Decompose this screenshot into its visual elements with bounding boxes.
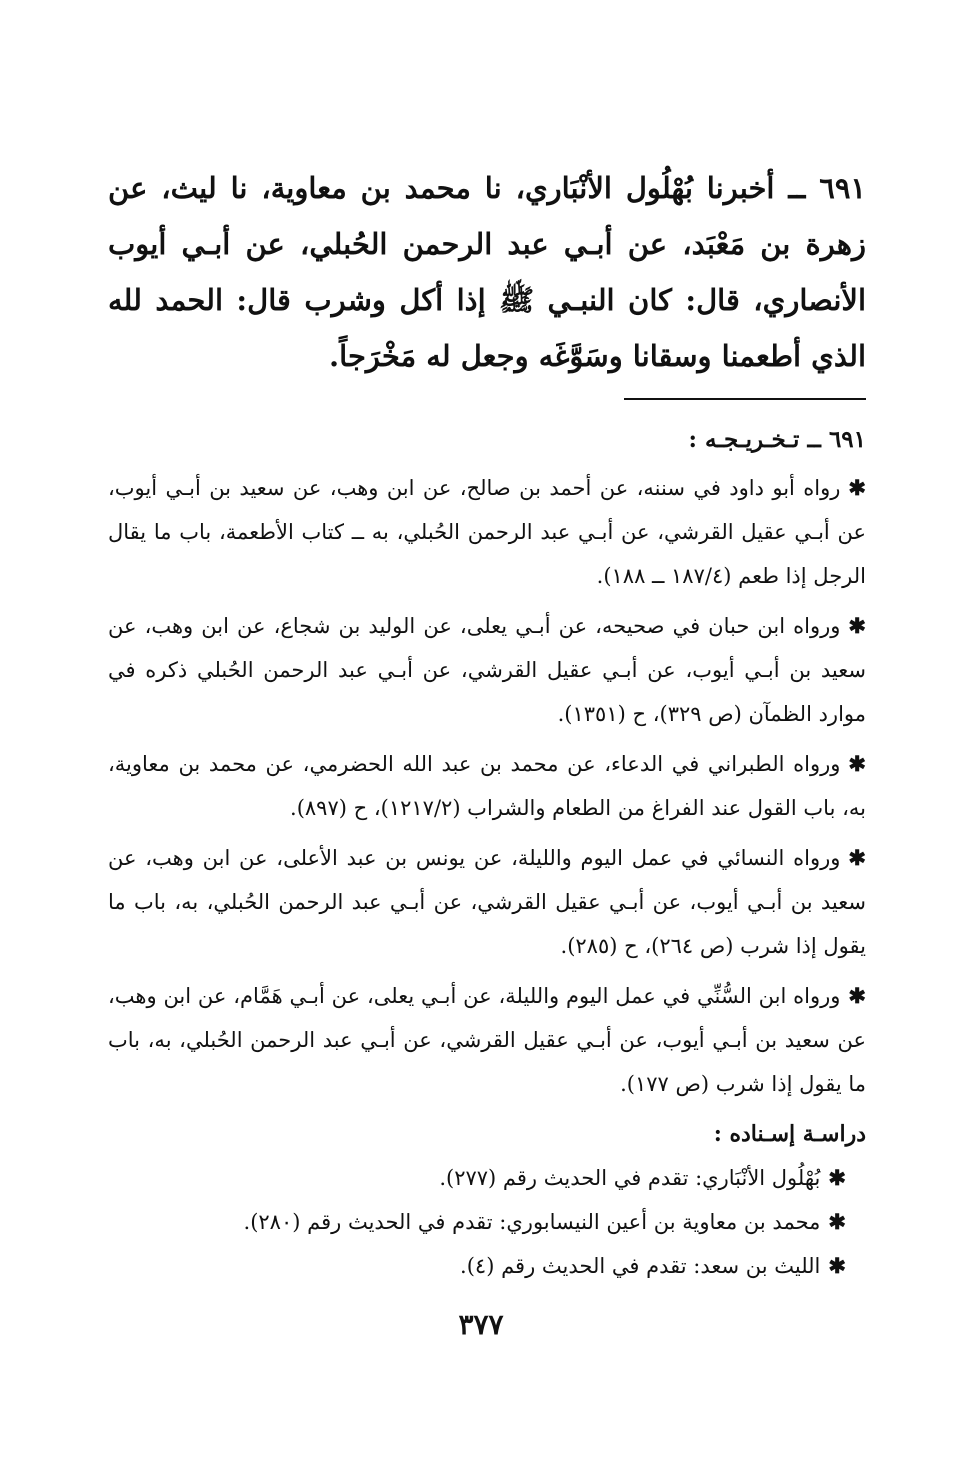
- narrator-text: بُهْلُول الأنْبَاري: تقدم في الحديث رقم (٢٧٧).: [439, 1166, 821, 1190]
- narrator-item-2: [108, 1200, 866, 1244]
- hadith-paragraph: [108, 160, 866, 384]
- page-number: ٣٧٧: [458, 1308, 504, 1341]
- hadith-text: أخبرنا بُهْلُول الأنْبَاري، نا محمد بن معاوية، نا ليث، عن زهرة بن مَعْبَد، عن أبـي عبد الرحمن الحُبلي، عن أبـي أيوب الأنصاري، قال: كان النبـي ﷺ إذا أكل وشرب قال: الحمد لله الذي أطعمنا وسقانا وسَوَّغَه وجعل له مَخْرَجاً.: [108, 171, 866, 373]
- takhrij-entry-text: رواه أبو داود في سننه، عن أحمد بن صالح، عن ابن وهب، عن سعيد بن أبـي أيوب، عن أبـي عقيل القرشي، عن أبـي عبد الرحمن الحُبلي، به ــ كتاب الأطعمة، باب ما يقال الرجل إذا طعم (١٨٧/٤ ــ ١٨٨).: [108, 476, 866, 588]
- hadith-number: ٦٩١: [819, 171, 866, 205]
- star-icon: ✱: [848, 751, 866, 776]
- narrator-item-3: [108, 1244, 866, 1288]
- narrator-text: الليث بن سعد: تقدم في الحديث رقم (٤).: [460, 1254, 821, 1278]
- star-icon: ✱: [848, 983, 866, 1008]
- narrator-text: محمد بن معاوية بن أعين النيسابوري: تقدم في الحديث رقم (٢٨٠).: [243, 1210, 821, 1234]
- footnotes-section: [108, 418, 866, 1288]
- star-icon: ✱: [828, 1209, 846, 1234]
- takhrij-entry-2: [108, 604, 866, 736]
- narrator-item-1: [108, 1156, 866, 1200]
- star-icon: ✱: [828, 1165, 846, 1190]
- takhrij-entry-text: ورواه النسائي في عمل اليوم والليلة، عن يونس بن عبد الأعلى، عن ابن وهب، عن سعيد بن أبـي أيوب، عن أبـي عقيل القرشي، عن أبـي عبد الرحمن الحُبلي، به، باب ما يقول إذا شرب (ص ٢٦٤)، ح (٢٨٥).: [108, 846, 866, 958]
- takhrij-heading: ٦٩١ ــ تـخـريـجـه :: [688, 426, 866, 453]
- star-icon: ✱: [848, 475, 866, 500]
- takhrij-entry-3: [108, 742, 866, 830]
- takhrij-entry-5: [108, 974, 866, 1106]
- takhrij-entry-text: ورواه الطبراني في الدعاء، عن محمد بن عبد الله الحضرمي، عن محمد بن معاوية، به، باب القول عند الفراغ من الطعام والشراب (١٢١٧/٢)، ح (٨٩٧).: [108, 752, 866, 820]
- star-icon: ✱: [848, 845, 866, 870]
- takhrij-entry-text: ورواه ابن السُّنِّي في عمل اليوم والليلة، عن أبـي يعلى، عن أبـي هَمَّام، عن ابن وهب، عن سعيد بن أبـي أيوب، عن أبـي عقيل القرشي، عن أبـي عبد الرحمن الحُبلي، به، باب ما يقول إذا شرب (ص ١٧٧).: [108, 984, 866, 1096]
- star-icon: ✱: [828, 1253, 846, 1278]
- takhrij-entry-1: [108, 466, 866, 598]
- hadith-dash: ــ: [788, 171, 806, 205]
- takhrij-entry-4: [108, 836, 866, 968]
- isnad-study-heading: دراسـة إسـناده :: [713, 1121, 866, 1147]
- takhrij-entry-text: ورواه ابن حبان في صحيحه، عن أبـي يعلى، عن الوليد بن شجاع، عن ابن وهب، عن سعيد بن أبـي أيوب، عن أبـي عقيل القرشي، عن أبـي عبد الرحمن الحُبلي ذكره في موارد الظمآن (ص ٣٢٩)، ح (١٣٥١).: [108, 614, 866, 726]
- hadith-section: [108, 160, 866, 384]
- star-icon: ✱: [848, 613, 866, 638]
- footnote-divider: [624, 398, 866, 400]
